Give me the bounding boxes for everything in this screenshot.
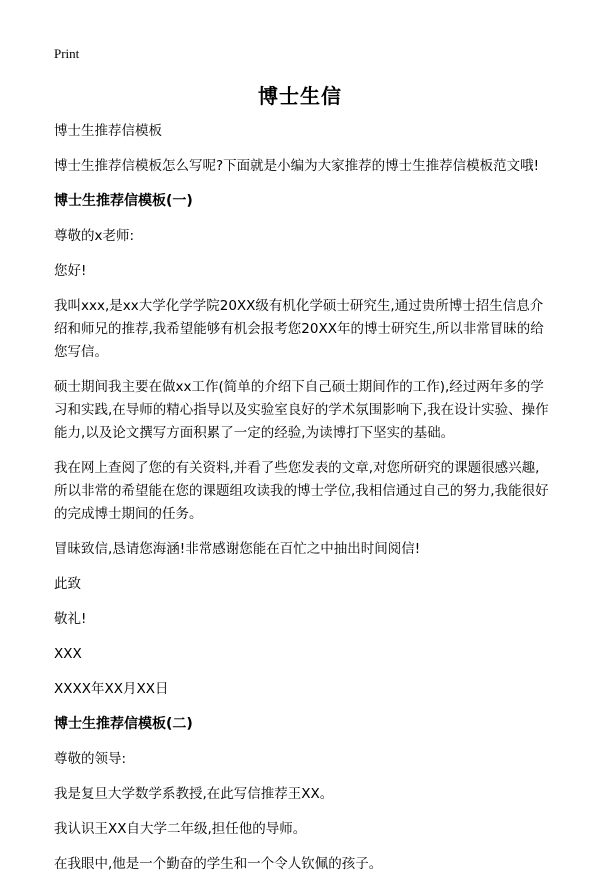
- print-link[interactable]: Print: [54, 46, 80, 61]
- subtitle: 博士生推荐信模板: [54, 123, 162, 139]
- section2-paragraph-3: 在我眼中,他是一个勤奋的学生和一个令人钦佩的孩子。: [54, 856, 383, 872]
- section1-closing-1: 此致: [54, 576, 81, 592]
- section2-paragraph-2: 我认识王XX自大学二年级,担任他的导师。: [54, 821, 307, 837]
- section1-date: XXXX年XX月XX日: [54, 681, 169, 697]
- section2-salutation: 尊敬的领导:: [54, 751, 127, 767]
- intro-paragraph: 博士生推荐信模板怎么写呢?下面就是小编为大家推荐的博士生推荐信模板范文哦!: [54, 158, 540, 174]
- section1-paragraph-1: 我叫xxx,是xx大学化学学院20XX级有机化学硕士研究生,通过贵所博士招生信息介绍和师兄的推荐,我希望能够有机会报考您20XX年的博士研究生,所以非常冒昧的给您写信。: [54, 298, 544, 360]
- page-title: 博士生信: [258, 84, 342, 108]
- section1-signature: XXX: [54, 646, 82, 662]
- section2-paragraph-1: 我是复旦大学数学系教授,在此写信推荐王XX。: [54, 786, 334, 802]
- section1-paragraph-4: 冒昧致信,恳请您海涵!非常感谢您能在百忙之中抽出时间阅信!: [54, 541, 421, 557]
- section2-heading: 博士生推荐信模板(二): [54, 716, 193, 732]
- document-body: [54, 120, 550, 876]
- section1-paragraph-2: 硕士期间我主要在做xx工作(简单的介绍下自己硕士期间作的工作),经过两年多的学习和实践,在导师的精心指导以及实验室良好的学术氛围影响下,我在设计实验、操作能力,以及论文撰写方面积累了一定的经验,为读博打下坚实的基础。: [54, 379, 549, 441]
- section1-greeting: 您好!: [54, 263, 87, 279]
- section1-closing-2: 敬礼!: [54, 611, 87, 627]
- section1-paragraph-3: 我在网上查阅了您的有关资料,并看了些您发表的文章,对您所研究的课题很感兴趣,所以非常的希望能在您的课题组攻读我的博士学位,我相信通过自己的努力,我能很好的完成博士期间的任务。: [54, 460, 549, 522]
- section1-salutation: 尊敬的x老师:: [54, 228, 135, 244]
- section1-heading: 博士生推荐信模板(一): [54, 193, 193, 209]
